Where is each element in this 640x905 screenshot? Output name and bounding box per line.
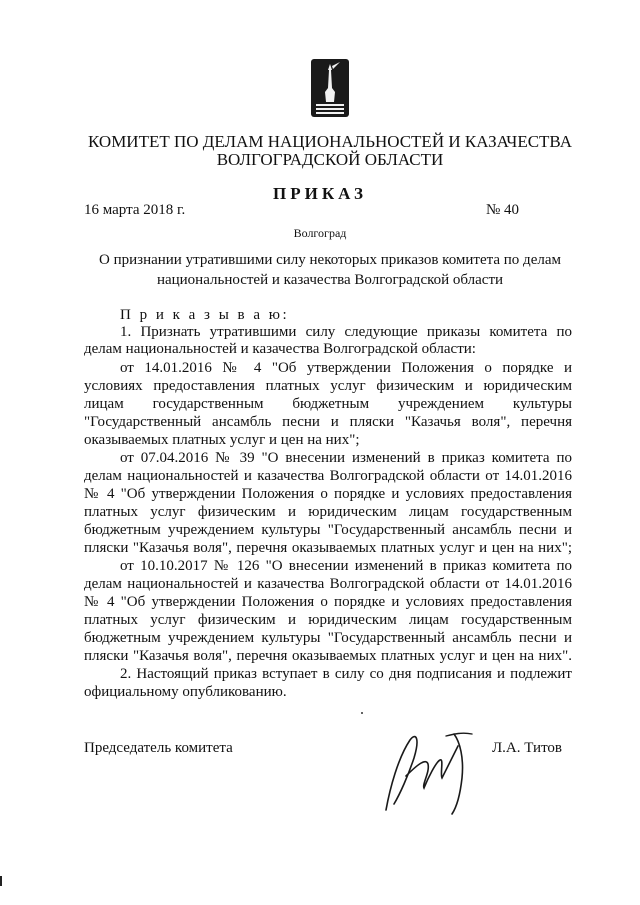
order-subject-line1: О признании утратившими силу некоторых приказов комитета по делам <box>99 252 561 268</box>
body-line: лицам государственным бюджетным учреждением культуры <box>84 396 572 412</box>
volgograd-coat-of-arms-icon <box>310 58 350 118</box>
body-line: платных услуг физическим и юридическим лицам государственным <box>84 612 572 628</box>
scan-edge-mark <box>0 876 2 886</box>
body-line: пляски "Казачья воля", перечня оказываемых платных услуг и цен на них". <box>84 648 572 664</box>
body-line: от 10.10.2017 № 126 "О внесении изменений в приказ комитета по <box>120 558 572 574</box>
body-line: П р и к а з ы в а ю: <box>120 307 290 323</box>
org-name-line1: КОМИТЕТ ПО ДЕЛАМ НАЦИОНАЛЬНОСТЕЙ И КАЗАЧЕСТВА <box>88 132 572 151</box>
body-line: от 07.04.2016 № 39 "О внесении изменений в приказ комитета по <box>120 450 572 466</box>
body-line: делам национальностей и казачества Волгоградской области от 14.01.2016 <box>84 576 572 592</box>
body-line: официальному опубликованию. <box>84 684 287 700</box>
document-title: ПРИКАЗ <box>273 184 367 203</box>
body-line: делам национальностей и казачества Волгоградской области от 14.01.2016 <box>84 468 572 484</box>
body-line: 2. Настоящий приказ вступает в силу со дня подписания и подлежит <box>120 666 572 682</box>
order-subject-line2: национальностей и казачества Волгоградской области <box>156 272 504 288</box>
body-line: делам национальностей и казачества Волгоградской области: <box>84 341 476 357</box>
body-line: № 4 "Об утверждении Положения о порядке и условиях предоставления <box>84 594 572 610</box>
body-line: № 4 "Об утверждении Положения о порядке и условиях предоставления <box>84 486 572 502</box>
body-line: бюджетным учреждением культуры "Государственный ансамбль песни и <box>84 630 572 646</box>
handwritten-signature-icon <box>376 718 486 818</box>
body-line: платных услуг физическим и юридическим лицам государственным <box>84 504 572 520</box>
body-line: условиях предоставления платных услуг физическим и юридическим <box>84 378 572 394</box>
body-line: пляски "Казачья воля", перечня оказываемых платных услуг и цен на них"; <box>84 540 572 556</box>
signatory-name: Л.А. Титов <box>492 740 563 756</box>
org-name-line2: ВОЛГОГРАДСКОЙ ОБЛАСТИ <box>216 150 444 169</box>
order-number: № 40 <box>486 202 520 218</box>
body-line: оказываемых платных услуг и цен на них"; <box>84 432 360 448</box>
order-date: 16 марта 2018 г. <box>84 202 186 218</box>
order-city: Волгоград <box>293 226 347 240</box>
signatory-position: Председатель комитета <box>84 740 233 756</box>
body-line: 1. Признать утратившими силу следующие приказы комитета по <box>120 324 572 340</box>
stray-dot <box>361 712 363 714</box>
body-line: бюджетным учреждением культуры "Государственный ансамбль песни и <box>84 522 572 538</box>
body-line: от 14.01.2016 № 4 "Об утверждении Положения о порядке и <box>120 360 572 376</box>
body-line: "Государственный ансамбль песни и пляски "Казачья воля", перечня <box>84 414 572 430</box>
